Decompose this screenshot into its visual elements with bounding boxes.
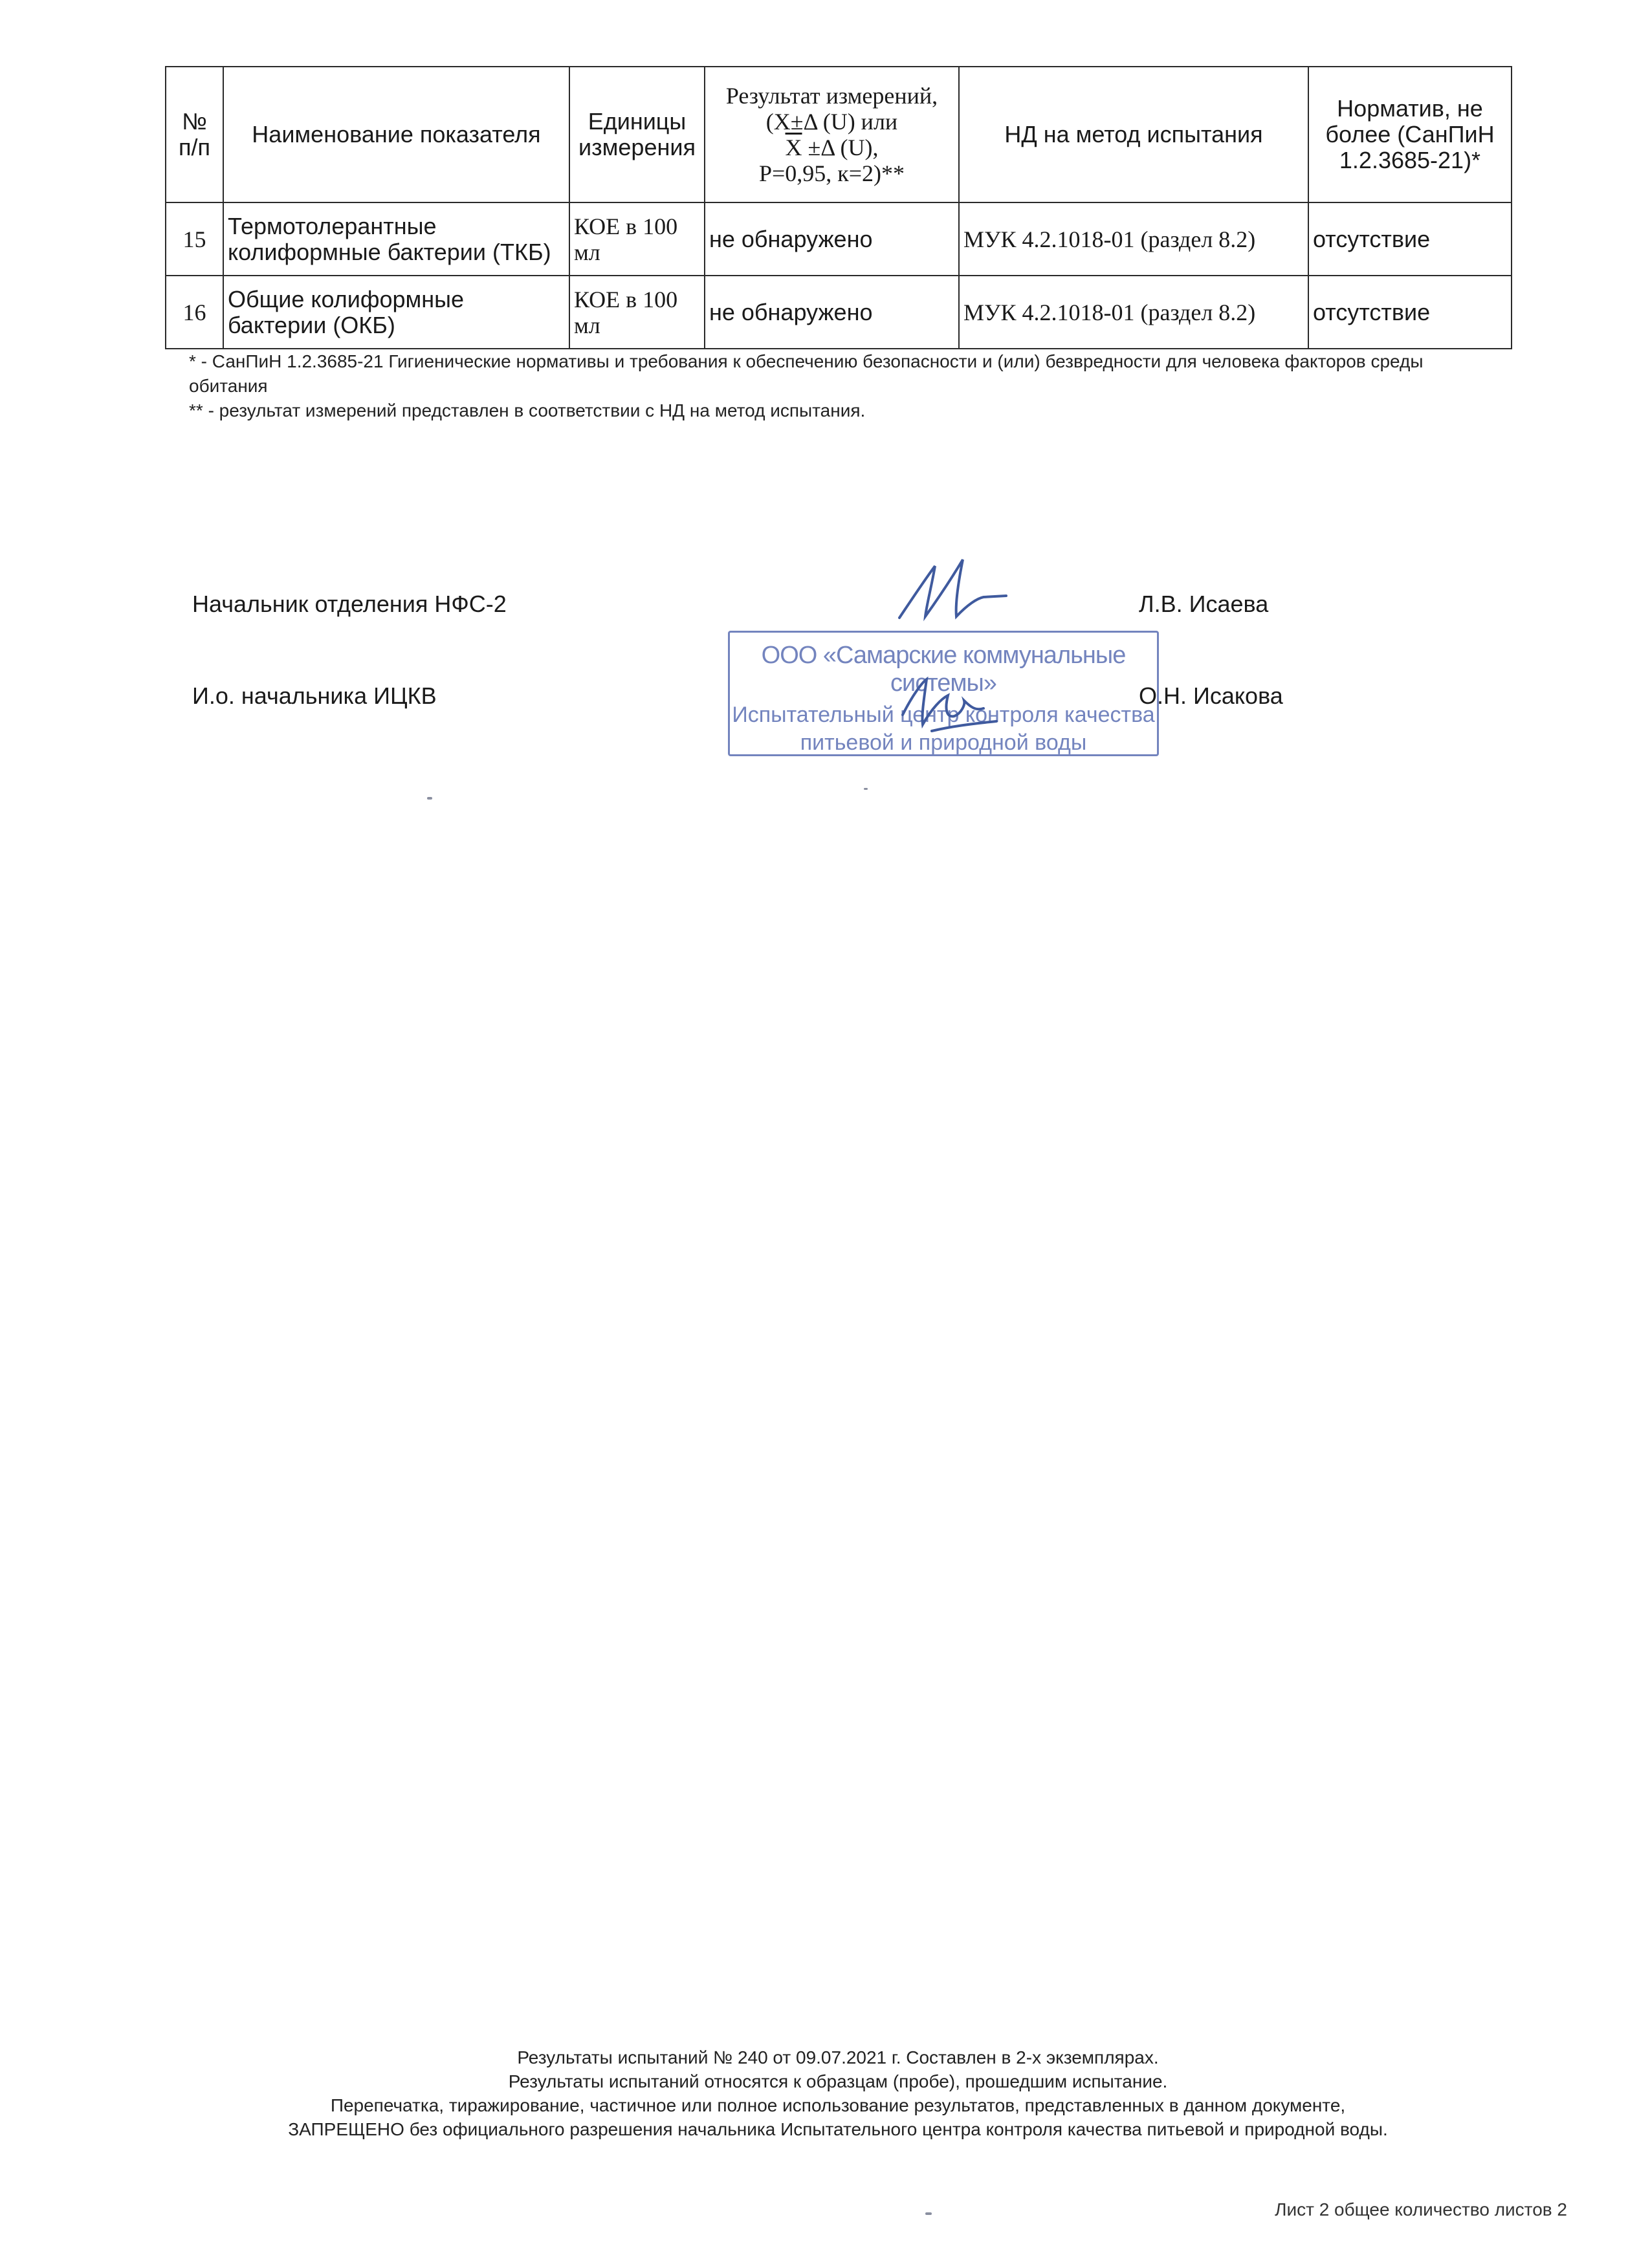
header-result-mean-x: $\overline{X}$ bbox=[785, 135, 802, 160]
footnote-sanpin: * - СанПиН 1.2.3685-21 Гигиенические нормативы и требования к обеспечению безопасности и (или) безвредности для человека факторов среды обитания bbox=[189, 351, 1424, 396]
row-norm: отсутствие bbox=[1308, 202, 1512, 276]
table-header-row bbox=[166, 67, 1512, 202]
stamp-line-3: питьевой и природной воды bbox=[800, 730, 1087, 755]
row-units: КОЕ в 100 мл bbox=[569, 276, 705, 349]
header-result-line4: Р=0,95, к=2)** bbox=[758, 160, 905, 186]
header-result-line3 bbox=[709, 135, 954, 160]
header-name: Наименование показателя bbox=[223, 67, 569, 202]
row-result: не обнаружено bbox=[705, 276, 959, 349]
scan-speck bbox=[427, 797, 432, 800]
header-result-line3-rest: ±Δ (U), bbox=[802, 135, 879, 160]
results-table bbox=[165, 66, 1512, 349]
header-result-line1: Результат измерений, bbox=[725, 83, 938, 109]
scan-speck bbox=[925, 2212, 932, 2215]
signatory-role-2: И.о. начальника ИЦКВ bbox=[192, 682, 437, 709]
table-row bbox=[166, 202, 1512, 276]
row-method: МУК 4.2.1018-01 (раздел 8.2) bbox=[959, 202, 1308, 276]
row-norm: отсутствие bbox=[1308, 276, 1512, 349]
row-method: МУК 4.2.1018-01 (раздел 8.2) bbox=[959, 276, 1308, 349]
signatory-name-1: Л.В. Исаева bbox=[1139, 591, 1269, 617]
stamp-line-1: ООО «Самарские коммунальные системы» bbox=[761, 642, 1126, 697]
stamp-line-2: Испытательный центр контроля качества bbox=[732, 703, 1155, 727]
row-name: Термотолерантные колиформные бактерии (ТКБ) bbox=[223, 202, 569, 276]
footer-line-3: Перепечатка, тиражирование, частичное или полное использование результатов, представленных в данном документе, bbox=[330, 2095, 1346, 2115]
row-result: не обнаружено bbox=[705, 202, 959, 276]
report-footer bbox=[165, 2045, 1511, 2141]
header-units: Единицы измерения bbox=[569, 67, 705, 202]
header-method: НД на метод испытания bbox=[959, 67, 1308, 202]
signatory-role-1: Начальник отделения НФС-2 bbox=[192, 591, 507, 617]
table-row bbox=[166, 276, 1512, 349]
footer-line-1: Результаты испытаний № 240 от 09.07.2021 г. Составлен в 2-х экземплярах. bbox=[517, 2047, 1159, 2067]
footer-line-4: ЗАПРЕЩЕНО без официального разрешения начальника Испытательного центра контроля качества питьевой и природной воды. bbox=[288, 2119, 1388, 2139]
row-units: КОЕ в 100 мл bbox=[569, 202, 705, 276]
signature-2-icon bbox=[893, 670, 1003, 747]
footnote-result: ** - результат измерений представлен в соответствии с НД на метод испытания. bbox=[189, 400, 866, 420]
footnotes bbox=[189, 349, 1496, 423]
scan-speck bbox=[864, 788, 868, 790]
row-num: 16 bbox=[166, 276, 223, 349]
header-norm: Норматив, не более (СанПиН 1.2.3685-21)* bbox=[1308, 67, 1512, 202]
footer-line-2: Результаты испытаний относятся к образцам (пробе), прошедшим испытание. bbox=[508, 2071, 1168, 2091]
sheet-count: Лист 2 общее количество листов 2 bbox=[1275, 2199, 1567, 2219]
header-result bbox=[705, 67, 959, 202]
signature-1-icon bbox=[886, 540, 1016, 631]
header-result-line2: (X±Δ (U) или bbox=[765, 109, 898, 135]
row-num: 15 bbox=[166, 202, 223, 276]
header-num: № п/п bbox=[166, 67, 223, 202]
signatory-name-2: О.Н. Исакова bbox=[1139, 682, 1283, 709]
row-name: Общие колиформные бактерии (ОКБ) bbox=[223, 276, 569, 349]
